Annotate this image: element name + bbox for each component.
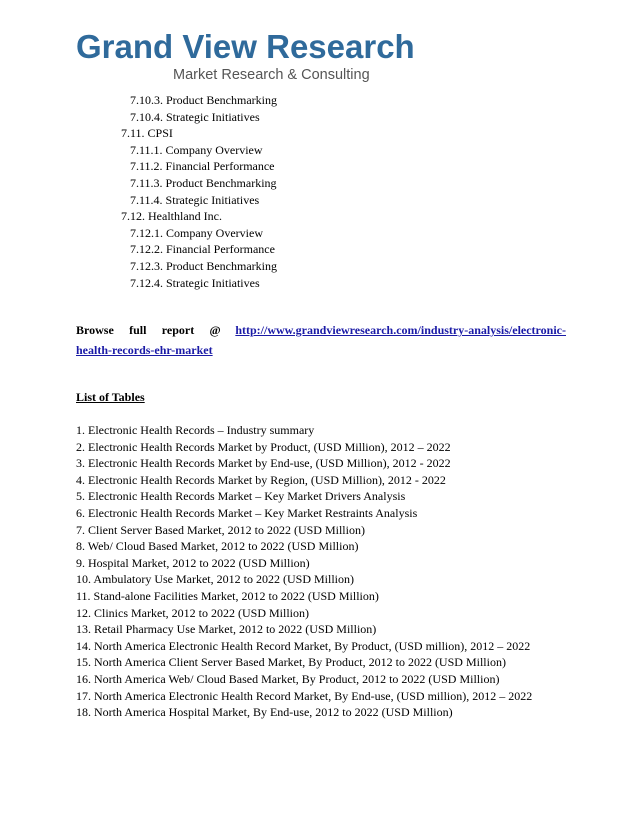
table-list-item: 11. Stand-alone Facilities Market, 2012 to 2022 (USD Million) xyxy=(76,588,379,603)
table-list-item: 13. Retail Pharmacy Use Market, 2012 to 2022 (USD Million) xyxy=(76,622,377,637)
toc-entry: 7.11.2. Financial Performance xyxy=(130,159,275,174)
table-list-item: 16. North America Web/ Cloud Based Market, By Product, 2012 to 2022 (USD Million) xyxy=(76,671,500,686)
browse-report-paragraph xyxy=(76,321,566,360)
toc-entry: 7.11.3. Product Benchmarking xyxy=(130,175,277,190)
toc-entry: 7.12.4. Strategic Initiatives xyxy=(130,275,260,290)
table-list-item: 12. Clinics Market, 2012 to 2022 (USD Million) xyxy=(76,605,309,620)
table-list-item: 15. North America Client Server Based Market, By Product, 2012 to 2022 (USD Million) xyxy=(76,655,506,670)
table-list-item: 8. Web/ Cloud Based Market, 2012 to 2022 (USD Million) xyxy=(76,539,359,554)
list-of-tables-heading: List of Tables xyxy=(76,390,145,404)
table-list-item: 7. Client Server Based Market, 2012 to 2022 (USD Million) xyxy=(76,522,365,537)
toc-entry: 7.12.3. Product Benchmarking xyxy=(130,258,277,273)
table-list-item: 17. North America Electronic Health Record Market, By End-use, (USD million), 2012 – 2022 xyxy=(76,688,533,703)
table-list-item: 2. Electronic Health Records Market by Product, (USD Million), 2012 – 2022 xyxy=(76,439,451,454)
table-list-item: 5. Electronic Health Records Market – Key Market Drivers Analysis xyxy=(76,489,406,504)
company-logo xyxy=(76,28,415,84)
browse-label: Browse full report @ xyxy=(76,323,221,337)
toc-entry: 7.10.3. Product Benchmarking xyxy=(130,93,277,107)
list-of-tables xyxy=(76,422,576,721)
table-list-item: 1. Electronic Health Records – Industry summary xyxy=(76,423,315,437)
toc-entry: 7.11.4. Strategic Initiatives xyxy=(130,192,260,207)
table-list-item: 3. Electronic Health Records Market by End-use, (USD Million), 2012 - 2022 xyxy=(76,456,451,471)
table-list-item: 10. Ambulatory Use Market, 2012 to 2022 (USD Million) xyxy=(76,572,354,587)
table-of-contents xyxy=(0,92,638,291)
table-list-item: 18. North America Hospital Market, By End-use, 2012 to 2022 (USD Million) xyxy=(76,705,453,720)
table-list-item: 6. Electronic Health Records Market – Key Market Restraints Analysis xyxy=(76,505,418,520)
toc-entry: 7.12.2. Financial Performance xyxy=(130,242,275,257)
toc-entry: 7.11. CPSI xyxy=(121,126,173,141)
toc-entry: 7.10.4. Strategic Initiatives xyxy=(130,109,260,124)
logo-subtitle: Market Research & Consulting xyxy=(173,67,370,83)
table-list-item: 9. Hospital Market, 2012 to 2022 (USD Million) xyxy=(76,555,310,570)
toc-entry: 7.11.1. Company Overview xyxy=(130,142,263,157)
logo-title: Grand View Research xyxy=(76,28,415,65)
toc-entry: 7.12. Healthland Inc. xyxy=(121,209,222,224)
report-link[interactable]: http://www.grandviewresearch.com/industry-analysis/electronic-health-records-ehr-market xyxy=(76,323,566,357)
toc-entry: 7.12.1. Company Overview xyxy=(130,225,263,240)
table-list-item: 14. North America Electronic Health Record Market, By Product, (USD million), 2012 – 2022 xyxy=(76,638,531,653)
table-list-item: 4. Electronic Health Records Market by Region, (USD Million), 2012 - 2022 xyxy=(76,472,446,487)
